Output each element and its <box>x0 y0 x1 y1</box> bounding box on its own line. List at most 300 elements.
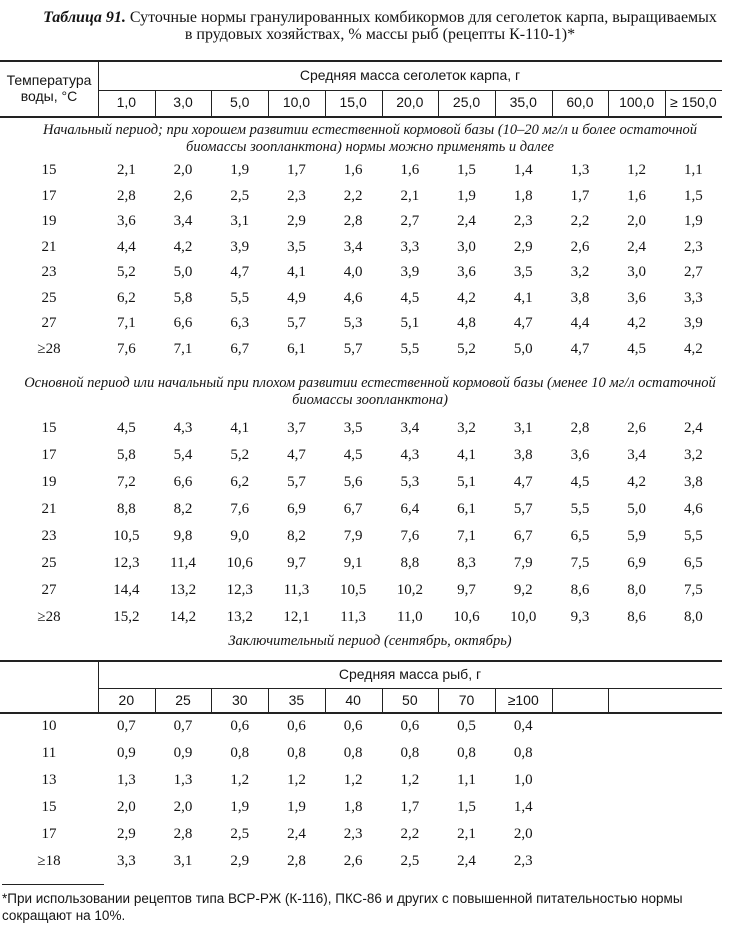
final-temperature-cell: 10 <box>41 718 57 734</box>
initial-value-cell: 3,5 <box>513 264 533 280</box>
table1-header-mid-rule <box>98 90 722 91</box>
initial-temperature-cell: 15 <box>41 162 57 178</box>
main-value-cell: 3,1 <box>513 420 533 436</box>
main-value-cell: 4,1 <box>457 447 476 463</box>
initial-value-cell: 7,1 <box>173 340 193 357</box>
initial-value-cell: 4,2 <box>683 340 703 357</box>
main-value-cell: 2,8 <box>570 420 590 436</box>
initial-temperature-cell: 17 <box>41 187 57 204</box>
main-value-cell: 9,2 <box>513 582 533 598</box>
table1-col-divider <box>608 90 609 116</box>
initial-value-cell: 4,4 <box>570 315 590 331</box>
table-row <box>0 159 740 181</box>
final-value-cell: 2,8 <box>173 826 193 842</box>
table1-temperature-header: Температура воды, °С <box>6 72 92 104</box>
main-value-cell: 6,9 <box>627 555 647 571</box>
final-value-cell: 0,6 <box>343 718 363 734</box>
table-row <box>0 312 740 334</box>
initial-value-cell: 1,6 <box>627 187 647 204</box>
main-value-cell: 4,5 <box>343 447 363 463</box>
table1-col-divider <box>211 90 212 116</box>
table2-col-divider <box>608 688 609 712</box>
initial-value-cell: 1,4 <box>513 162 533 178</box>
final-value-cell: 1,5 <box>457 799 476 815</box>
initial-value-cell: 2,0 <box>627 213 647 229</box>
main-value-cell: 4,5 <box>570 474 590 490</box>
table1-col-divider <box>155 90 156 116</box>
initial-value-cell: 5,2 <box>457 340 476 357</box>
initial-value-cell: 2,9 <box>287 213 306 229</box>
main-temperature-cell: ≥28 <box>37 609 61 625</box>
main-value-cell: 8,2 <box>173 501 193 517</box>
initial-value-cell: 3,9 <box>230 238 250 255</box>
main-value-cell: 5,3 <box>400 474 420 490</box>
initial-value-cell: 4,5 <box>400 289 420 306</box>
table2-col-header: 35 <box>288 692 305 708</box>
main-value-cell: 6,7 <box>343 501 363 517</box>
table-row <box>0 552 740 574</box>
table-row <box>0 444 740 466</box>
initial-temperature-cell: 27 <box>41 315 57 331</box>
initial-value-cell: 7,6 <box>116 340 136 357</box>
final-value-cell: 0,9 <box>173 745 193 761</box>
table2-mass-header: Средняя масса рыб, г <box>338 666 482 682</box>
main-value-cell: 6,7 <box>513 528 533 544</box>
main-value-cell: 12,3 <box>113 555 140 571</box>
main-value-cell: 9,3 <box>570 609 590 625</box>
initial-value-cell: 2,1 <box>400 187 420 204</box>
initial-value-cell: 4,0 <box>343 264 363 280</box>
initial-value-cell: 2,4 <box>457 213 476 229</box>
main-value-cell: 10,6 <box>226 555 253 571</box>
table-row <box>0 287 740 309</box>
initial-value-cell: 4,2 <box>457 289 476 306</box>
table-row <box>0 579 740 601</box>
table-row <box>0 185 740 207</box>
final-value-cell: 0,8 <box>457 745 476 761</box>
initial-value-cell: 5,8 <box>173 289 193 306</box>
main-value-cell: 10,6 <box>453 609 480 625</box>
table2-col-divider <box>268 688 269 712</box>
final-value-cell: 0,6 <box>230 718 250 734</box>
initial-value-cell: 3,8 <box>570 289 590 306</box>
initial-value-cell: 6,7 <box>230 340 250 357</box>
initial-value-cell: 3,3 <box>400 238 420 255</box>
table-row <box>0 850 740 872</box>
main-value-cell: 3,8 <box>683 474 703 490</box>
initial-temperature-cell: 23 <box>41 264 57 280</box>
final-value-cell: 1,2 <box>230 772 250 788</box>
main-value-cell: 4,6 <box>683 501 703 517</box>
table1-col-header: ≥ 150,0 <box>670 94 717 110</box>
table2-header-mid-rule <box>98 688 722 689</box>
main-value-cell: 5,8 <box>116 447 136 463</box>
initial-value-cell: 2,9 <box>513 238 533 255</box>
main-value-cell: 4,5 <box>116 420 136 436</box>
initial-value-cell: 1,5 <box>457 162 476 178</box>
main-value-cell: 6,9 <box>287 501 306 517</box>
final-value-cell: 0,5 <box>457 718 476 734</box>
initial-value-cell: 1,1 <box>683 162 703 178</box>
initial-value-cell: 2,8 <box>343 213 363 229</box>
main-value-cell: 5,6 <box>343 474 363 490</box>
main-value-cell: 7,6 <box>230 501 250 517</box>
main-value-cell: 4,1 <box>230 420 250 436</box>
initial-value-cell: 5,3 <box>343 315 363 331</box>
table1-col-divider <box>552 90 553 116</box>
initial-value-cell: 4,1 <box>287 264 306 280</box>
main-value-cell: 10,2 <box>396 582 423 598</box>
main-value-cell: 11,3 <box>340 609 366 625</box>
main-value-cell: 4,2 <box>627 474 647 490</box>
initial-value-cell: 3,3 <box>683 289 703 306</box>
main-value-cell: 3,4 <box>627 447 647 463</box>
main-value-cell: 5,5 <box>683 528 703 544</box>
main-value-cell: 7,9 <box>513 555 533 571</box>
table1-mass-header: Средняя масса сеголеток карпа, г <box>299 67 521 83</box>
table-row <box>0 606 740 628</box>
main-value-cell: 9,7 <box>457 582 476 598</box>
initial-value-cell: 1,6 <box>400 162 420 178</box>
table2-col-header: 20 <box>118 692 135 708</box>
footnote-rule <box>2 884 104 885</box>
main-value-cell: 9,7 <box>287 555 306 571</box>
table1-col-header: 5,0 <box>230 94 250 110</box>
main-value-cell: 5,4 <box>173 447 193 463</box>
final-value-cell: 0,4 <box>513 718 533 734</box>
initial-value-cell: 2,3 <box>513 213 533 229</box>
main-temperature-cell: 15 <box>41 420 57 436</box>
final-value-cell: 2,5 <box>230 826 250 842</box>
main-value-cell: 6,6 <box>173 474 193 490</box>
initial-temperature-cell: 21 <box>41 238 57 255</box>
main-value-cell: 7,5 <box>683 582 703 598</box>
final-value-cell: 2,1 <box>457 826 476 842</box>
initial-value-cell: 3,4 <box>343 238 363 255</box>
main-value-cell: 4,7 <box>287 447 306 463</box>
initial-value-cell: 1,8 <box>513 187 533 204</box>
initial-value-cell: 2,7 <box>683 264 703 280</box>
main-value-cell: 13,2 <box>169 582 197 598</box>
final-temperature-cell: 15 <box>41 799 57 815</box>
table2-col-divider <box>211 688 212 712</box>
main-value-cell: 7,2 <box>116 474 136 490</box>
main-temperature-cell: 23 <box>41 528 57 544</box>
initial-value-cell: 2,2 <box>343 187 363 204</box>
initial-value-cell: 1,3 <box>570 162 590 178</box>
table2-top-rule <box>0 660 722 662</box>
table-row <box>0 796 740 818</box>
main-value-cell: 15,2 <box>113 609 140 625</box>
main-value-cell: 7,5 <box>570 555 590 571</box>
main-value-cell: 4,3 <box>400 447 420 463</box>
main-value-cell: 11,3 <box>283 582 310 598</box>
initial-value-cell: 5,7 <box>343 340 363 357</box>
main-value-cell: 8,0 <box>683 609 703 625</box>
final-value-cell: 1,0 <box>513 772 533 788</box>
main-value-cell: 7,6 <box>400 528 420 544</box>
table2-col-header: 30 <box>231 692 248 708</box>
table1-col-divider <box>438 90 439 116</box>
final-value-cell: 0,8 <box>287 745 306 761</box>
initial-value-cell: 4,1 <box>513 289 533 306</box>
section-final-period-title: Заключительный период (сентябрь, октябрь) <box>228 633 512 649</box>
main-value-cell: 3,2 <box>683 447 703 463</box>
main-value-cell: 9,1 <box>343 555 363 571</box>
table2-col-header: 70 <box>458 692 475 708</box>
table2-col-divider <box>325 688 326 712</box>
initial-value-cell: 1,5 <box>683 187 703 204</box>
main-value-cell: 4,7 <box>513 474 533 490</box>
table-row <box>0 261 740 283</box>
initial-value-cell: 5,5 <box>400 340 420 357</box>
initial-value-cell: 6,2 <box>116 289 136 306</box>
main-value-cell: 10,5 <box>340 582 367 598</box>
main-value-cell: 8,0 <box>627 582 647 598</box>
main-temperature-cell: 17 <box>41 447 57 463</box>
final-value-cell: 2,0 <box>116 799 136 815</box>
initial-value-cell: 1,7 <box>287 162 306 178</box>
table1-col-header: 15,0 <box>339 94 367 110</box>
final-value-cell: 1,2 <box>400 772 420 788</box>
table-row <box>0 823 740 845</box>
final-value-cell: 2,6 <box>343 853 363 869</box>
initial-value-cell: 5,0 <box>513 340 533 357</box>
initial-value-cell: 3,0 <box>457 238 476 255</box>
final-value-cell: 0,8 <box>343 745 363 761</box>
final-value-cell: 1,2 <box>287 772 306 788</box>
final-value-cell: 1,8 <box>343 799 363 815</box>
main-value-cell: 8,6 <box>570 582 590 598</box>
main-value-cell: 12,3 <box>226 582 253 598</box>
final-value-cell: 2,0 <box>513 826 533 842</box>
initial-value-cell: 1,6 <box>343 162 363 178</box>
initial-value-cell: 2,3 <box>287 187 306 204</box>
initial-value-cell: 5,0 <box>173 264 193 280</box>
initial-value-cell: 2,8 <box>116 187 136 204</box>
main-value-cell: 8,6 <box>627 609 647 625</box>
final-value-cell: 0,9 <box>116 745 136 761</box>
table-title: Суточные нормы гранулированных комбикормов для сеголеток карпа, выращиваемых в прудовых хозяйствах, % массы рыб (рецепты К-110-1)* <box>129 9 717 43</box>
main-value-cell: 7,1 <box>457 528 476 544</box>
main-value-cell: 6,5 <box>570 528 590 544</box>
main-value-cell: 14,2 <box>169 609 197 625</box>
final-value-cell: 0,7 <box>116 718 136 734</box>
final-value-cell: 0,8 <box>230 745 250 761</box>
table2-col-header: ≥100 <box>507 692 539 708</box>
initial-value-cell: 4,6 <box>343 289 363 306</box>
main-value-cell: 3,8 <box>513 447 533 463</box>
main-value-cell: 6,2 <box>230 474 250 490</box>
table1-col-header: 25,0 <box>452 94 481 110</box>
table2-header-bottom-rule <box>0 712 722 714</box>
main-temperature-cell: 27 <box>41 582 57 598</box>
main-temperature-cell: 25 <box>41 555 57 571</box>
main-value-cell: 10,0 <box>510 609 537 625</box>
initial-value-cell: 2,0 <box>173 162 193 178</box>
main-value-cell: 13,2 <box>226 609 253 625</box>
table2-col-header: 25 <box>175 692 191 708</box>
main-value-cell: 5,9 <box>627 528 647 544</box>
table1-col-divider <box>325 90 326 116</box>
main-value-cell: 3,4 <box>400 420 420 436</box>
table1-top-rule <box>0 60 722 62</box>
main-value-cell: 7,9 <box>343 528 363 544</box>
final-temperature-cell: 11 <box>41 745 57 761</box>
final-value-cell: 1,4 <box>513 799 533 815</box>
final-value-cell: 0,6 <box>400 718 420 734</box>
table-row <box>0 210 740 232</box>
initial-value-cell: 4,8 <box>457 315 476 331</box>
final-value-cell: 2,0 <box>173 799 193 815</box>
footnote: *При использовании рецептов типа ВСР-РЖ (К-116), ПКС-86 и других с повышенной питательностью нормы сокращают на 10%. <box>2 891 683 923</box>
main-value-cell: 8,3 <box>457 555 476 571</box>
initial-value-cell: 2,6 <box>173 187 193 204</box>
final-value-cell: 1,9 <box>287 799 306 815</box>
main-value-cell: 2,4 <box>683 420 703 436</box>
table-row <box>0 715 740 737</box>
main-value-cell: 5,7 <box>287 474 306 490</box>
table1-col-header: 10,0 <box>282 94 311 110</box>
main-value-cell: 8,2 <box>287 528 306 544</box>
main-temperature-cell: 19 <box>41 474 57 490</box>
table1-col-header: 3,0 <box>173 94 193 110</box>
main-value-cell: 3,2 <box>457 420 476 436</box>
initial-value-cell: 3,6 <box>627 289 647 306</box>
initial-value-cell: 3,0 <box>627 264 647 280</box>
main-value-cell: 14,4 <box>113 582 140 598</box>
main-value-cell: 5,2 <box>230 447 250 463</box>
initial-value-cell: 2,7 <box>400 213 420 229</box>
main-value-cell: 6,4 <box>400 501 420 517</box>
table2-col-divider <box>495 688 496 712</box>
table-row <box>0 742 740 764</box>
initial-value-cell: 4,2 <box>627 315 647 331</box>
initial-value-cell: 1,7 <box>570 187 590 204</box>
final-value-cell: 1,7 <box>400 799 420 815</box>
final-value-cell: 0,8 <box>513 745 533 761</box>
main-value-cell: 3,6 <box>570 447 590 463</box>
initial-value-cell: 2,4 <box>627 238 647 255</box>
final-value-cell: 2,4 <box>457 853 476 869</box>
final-value-cell: 2,5 <box>400 853 420 869</box>
table-row <box>0 338 740 360</box>
table1-col-divider <box>495 90 496 116</box>
main-value-cell: 8,8 <box>400 555 420 571</box>
initial-value-cell: 3,5 <box>287 238 306 255</box>
table-row <box>0 525 740 547</box>
final-temperature-cell: ≥18 <box>37 853 61 869</box>
main-value-cell: 11,4 <box>170 555 196 571</box>
final-value-cell: 1,1 <box>457 772 476 788</box>
final-temperature-cell: 13 <box>41 772 57 788</box>
table2-col-divider <box>382 688 383 712</box>
section-initial-period-title: Начальный период; при хорошем развитии естественной кормовой базы (10–20 мг/л и более остаточной биомассы зоопланктона) нормы можно применять и далее <box>42 122 698 155</box>
initial-value-cell: 4,4 <box>116 238 136 255</box>
final-value-cell: 1,2 <box>343 772 363 788</box>
main-temperature-cell: 21 <box>41 501 57 517</box>
final-temperature-cell: 17 <box>41 826 57 842</box>
main-value-cell: 5,1 <box>457 474 476 490</box>
table-row <box>0 236 740 258</box>
initial-value-cell: 1,9 <box>230 162 250 178</box>
final-value-cell: 2,2 <box>400 826 420 842</box>
table2-col-header: 50 <box>402 692 418 708</box>
table1-col-divider <box>382 90 383 116</box>
table-number: Таблица 91. <box>43 9 126 26</box>
initial-value-cell: 1,9 <box>683 213 703 229</box>
main-value-cell: 6,5 <box>683 555 703 571</box>
initial-value-cell: 3,1 <box>230 213 250 229</box>
final-value-cell: 2,9 <box>230 853 250 869</box>
initial-temperature-cell: 25 <box>41 289 57 306</box>
final-value-cell: 0,6 <box>287 718 306 734</box>
initial-value-cell: 2,5 <box>230 187 250 204</box>
initial-value-cell: 6,1 <box>287 340 306 357</box>
main-value-cell: 5,0 <box>627 501 647 517</box>
main-value-cell: 12,1 <box>283 609 310 625</box>
main-value-cell: 3,7 <box>287 420 306 436</box>
initial-temperature-cell: ≥28 <box>37 340 61 357</box>
main-value-cell: 5,5 <box>570 501 590 517</box>
table-row <box>0 769 740 791</box>
final-value-cell: 2,4 <box>287 826 306 842</box>
initial-value-cell: 6,3 <box>230 315 250 331</box>
main-value-cell: 2,6 <box>627 420 647 436</box>
initial-value-cell: 3,6 <box>457 264 476 280</box>
initial-value-cell: 4,2 <box>173 238 193 255</box>
initial-value-cell: 3,9 <box>400 264 420 280</box>
initial-value-cell: 4,7 <box>513 315 533 331</box>
table1-col-header: 60,0 <box>566 94 594 110</box>
table-row <box>0 471 740 493</box>
table-caption <box>40 9 720 43</box>
initial-temperature-cell: 19 <box>41 213 57 229</box>
initial-value-cell: 4,7 <box>230 264 250 280</box>
initial-value-cell: 4,7 <box>570 340 590 357</box>
initial-value-cell: 1,2 <box>627 162 647 178</box>
main-value-cell: 11,0 <box>396 609 423 625</box>
initial-value-cell: 6,6 <box>173 315 193 331</box>
main-value-cell: 6,1 <box>457 501 476 517</box>
initial-value-cell: 2,2 <box>570 213 590 229</box>
final-value-cell: 3,3 <box>116 853 136 869</box>
main-value-cell: 9,0 <box>230 528 250 544</box>
main-value-cell: 8,8 <box>116 501 136 517</box>
initial-value-cell: 3,2 <box>570 264 590 280</box>
initial-value-cell: 3,4 <box>173 213 193 229</box>
main-value-cell: 9,8 <box>173 528 193 544</box>
table1-col-header: 1,0 <box>116 94 137 110</box>
table2-col-divider <box>438 688 439 712</box>
initial-value-cell: 2,1 <box>116 162 136 178</box>
main-value-cell: 4,3 <box>173 420 193 436</box>
main-value-cell: 5,7 <box>513 501 533 517</box>
initial-value-cell: 2,6 <box>570 238 590 255</box>
initial-value-cell: 5,1 <box>400 315 420 331</box>
final-value-cell: 3,1 <box>173 853 193 869</box>
initial-value-cell: 3,9 <box>683 315 703 331</box>
main-value-cell: 3,5 <box>343 420 363 436</box>
table1-header-bottom-rule <box>0 116 722 118</box>
final-value-cell: 1,3 <box>173 772 193 788</box>
final-value-cell: 0,7 <box>173 718 193 734</box>
final-value-cell: 2,8 <box>287 853 306 869</box>
initial-value-cell: 3,6 <box>116 213 136 229</box>
initial-value-cell: 5,7 <box>287 315 306 331</box>
initial-value-cell: 4,9 <box>287 289 306 306</box>
initial-value-cell: 4,5 <box>627 340 647 357</box>
